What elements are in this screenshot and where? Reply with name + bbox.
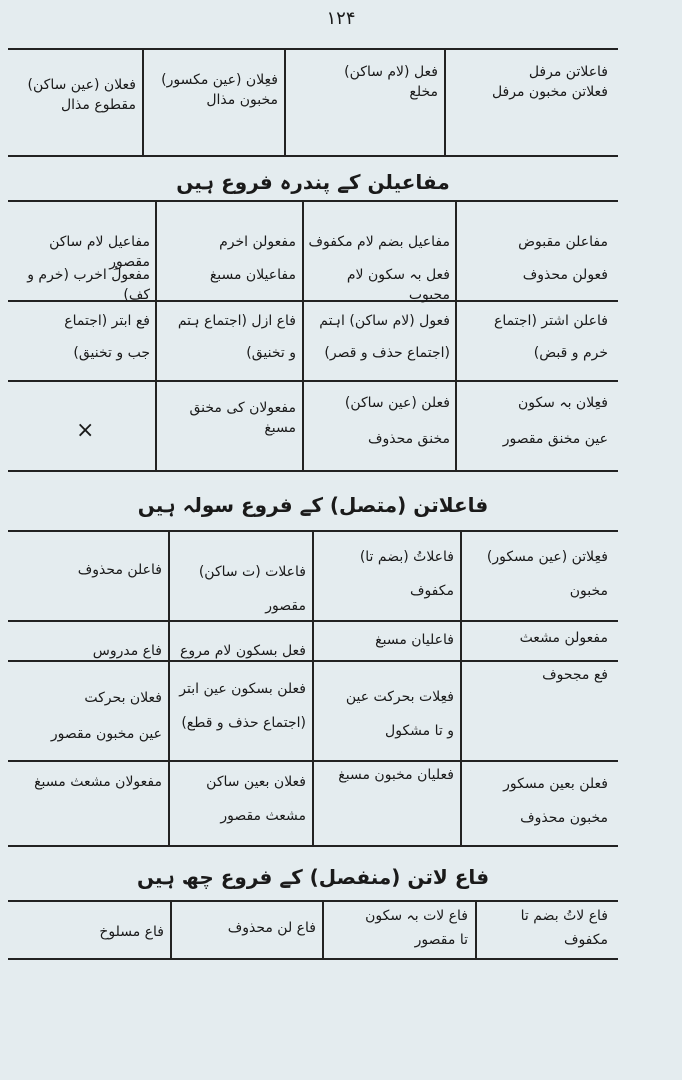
table-cell: فع ابتر (اجتماع جب و تخنیق) [64,313,150,361]
table-cell: فاعلیان مسبغ [375,632,454,648]
table-cell: مفعولن مشعث [519,630,608,646]
table-cell: فاعلات (ت ساکن) مقصور [198,564,306,614]
table-cell: فعلن بعین مسکور مخبون محذوف [503,776,608,826]
table-cell: فعولن محذوف [522,267,608,283]
section-heading: فاع لاتن (منفصل) کے فروع چھ ہیں [136,865,490,889]
table-cell: فاعلاتن مرفل فعلاتن مخبون مرفل [491,64,608,100]
table-cell: فعول (لام ساکن) اہتم (اجتماع حذف و قصر) [319,313,450,361]
table-rule [8,48,618,50]
table-cell: فعِلاتن (عین مسکور) مخبون [486,549,608,599]
table-cell: فعلان (عین ساکن) مقطوع مذال [27,77,136,113]
table-cell: مفاعیلان مسبغ [209,267,296,283]
section-heading: فاعلاتن (متصل) کے فروع سولہ ہیں [137,493,489,517]
table-cell: مفاعیل بضم لام مکفوف [308,234,450,250]
table-cell: مفعولن اخرم [219,234,296,250]
table-cell: فاعلاتُ (بضم تا) مکفوف [359,549,454,599]
table-cell: فعلیان مخبون مسبغ [338,767,454,783]
table-cell: فعل (لام ساکن) مخلع [344,64,438,100]
table-cell: فعِلان (عین مکسور) مخبون مذال [161,72,278,108]
table-cell: فعِلات بحرکت عین و تا مشکول [345,689,454,739]
table-cell: فاع لن محذوف [227,920,316,936]
table-cell: فعلان بحرکت عین مخبون مقصور [50,690,162,742]
page-number: ۱۲۴ [326,8,356,29]
table-cell: مفعولان کی مخنق مسبغ [189,400,296,436]
table-cell: فعل بسکون لام مروع [179,643,306,659]
table-cell: فاع لات بہ سکون تا مقصور [365,908,468,948]
table-cell: فاع مسلوخ [99,924,164,940]
section-heading: مفاعیلن کے پندرہ فروع ہیں [176,170,450,194]
table-cell: فاعلن اشتر (اجتماع خرم و قبض) [493,313,608,361]
table-cell: مفاعلن مقبوض [518,234,608,250]
table-cell: فعلن بسکون عین ابتر (اجتماع حذف و قطع) [179,681,306,731]
table-cell: فاع ازل (اجتماع ہتم و تخنیق) [177,313,296,361]
table-cell: مفعولان مشعث مسبغ [34,774,162,790]
table-cell: فاعلن محذوف [77,562,162,578]
table-cell: فاع لاتُ بضم تا مکفوف [520,908,608,948]
table-cell: فعلن (عین ساکن) مخنق محذوف [344,395,450,447]
table-rule [8,155,618,157]
table-cell: مفاعیل لام ساکن مقصور [49,234,150,270]
table-cell: مفعولُ اخرب (خرم و کف) [27,267,150,303]
table-cell: فع مجحوف [542,667,608,683]
table-cell: فعِلان بہ سکون عین مخنق مقصور [502,395,608,447]
cross-mark-icon: × [76,418,95,443]
table-cell: فاع مدروس [92,643,162,659]
table-cell: فعل بہ سکون لام مجبوب [346,267,450,303]
table-cell: فعلان بعین ساکن مشعث مقصور [206,774,306,824]
